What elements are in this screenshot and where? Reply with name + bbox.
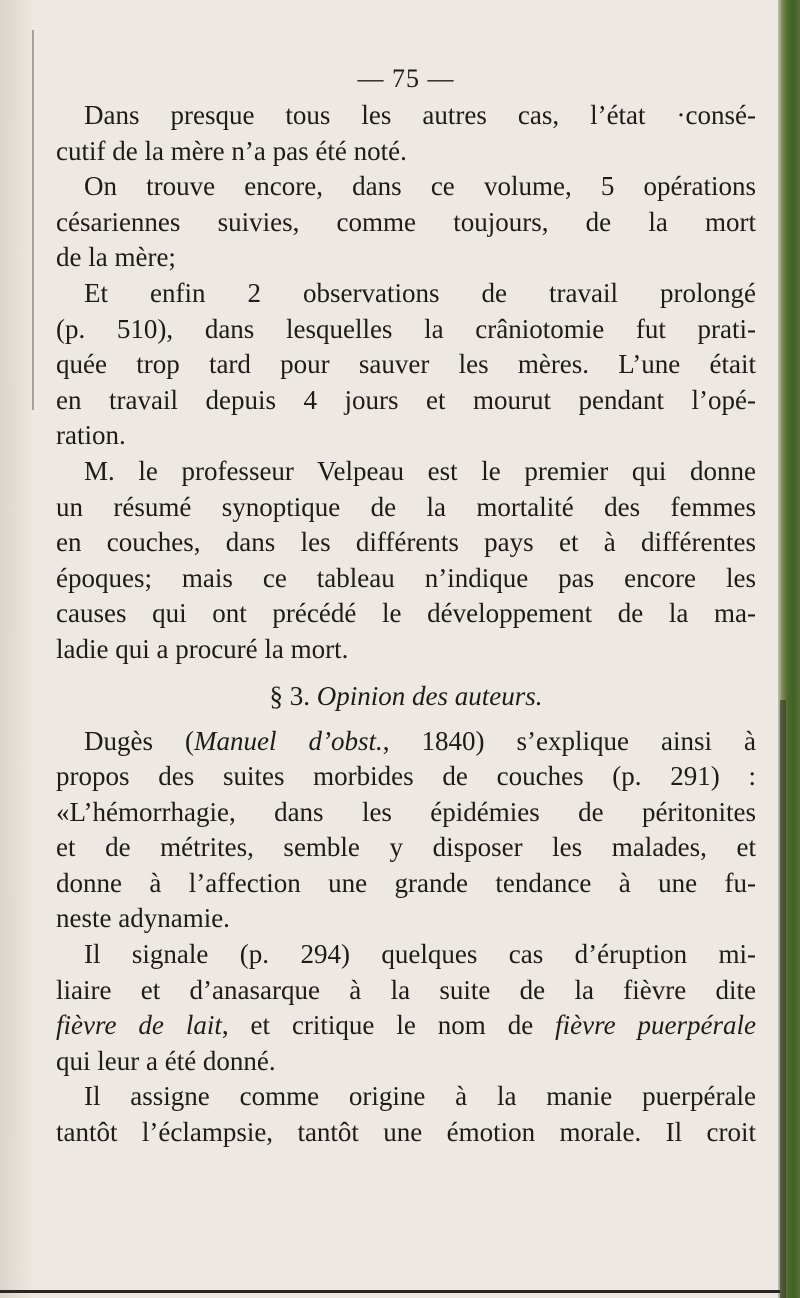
- text-line: [56, 795, 756, 831]
- text-line: [56, 276, 756, 312]
- text-line: [56, 830, 756, 866]
- text-line: [56, 901, 756, 937]
- text-segment: (p. 510), dans lesquelles la crâniotomie fut prati-: [56, 313, 756, 344]
- text-segment: Et enfin 2 observations de travail prolongé: [84, 277, 756, 308]
- italic-text: fièvre puerpérale: [555, 1010, 756, 1041]
- text-line: [56, 98, 756, 134]
- text-segment: et de métrites, semble y disposer les malades, et: [56, 832, 756, 863]
- text-line: [56, 937, 756, 973]
- text-line: [56, 724, 756, 760]
- text-line: [56, 169, 756, 205]
- text-line: [56, 596, 756, 632]
- text-line: [56, 383, 756, 419]
- text-segment: , 1840) s’explique ainsi à: [382, 725, 756, 756]
- page-fold-line: [32, 30, 34, 410]
- text-line: [56, 454, 756, 490]
- text-line: [56, 1044, 756, 1080]
- text-segment: un résumé synoptique de la mortalité des femmes: [56, 491, 756, 522]
- text-segment: cutif de la mère n’a pas été noté.: [56, 135, 407, 166]
- text-segment: Il assigne comme origine à la manie puerpérale: [84, 1081, 756, 1112]
- text-line: [56, 205, 756, 241]
- text-line: [56, 866, 756, 902]
- text-segment: Dans presque tous les autres cas, l’état ·consé-: [84, 100, 756, 130]
- text-segment: césariennes suivies, comme toujours, de la mort: [56, 206, 756, 237]
- text-segment: en travail depuis 4 jours et mourut pendant l’opé-: [56, 384, 756, 415]
- text-line: [56, 759, 756, 795]
- text-line: [56, 632, 756, 668]
- body-text-part-2: [56, 724, 756, 1151]
- page-text: [56, 62, 756, 1151]
- text-segment: en couches, dans les différents pays et à différentes: [56, 527, 756, 558]
- text-segment: époques; mais ce tableau n’indique pas encore les: [56, 562, 756, 593]
- text-line: [56, 525, 756, 561]
- text-line: [56, 490, 756, 526]
- text-segment: , et critique le nom de: [221, 1010, 556, 1041]
- page-bottom-edge: [0, 1290, 780, 1293]
- section-number: § 3.: [269, 680, 317, 711]
- binding-shadow: [780, 700, 786, 1298]
- text-segment: liaire et d’anasarque à la suite de la fièvre dite: [56, 974, 756, 1005]
- text-line: [56, 973, 756, 1009]
- text-segment: Il signale (p. 294) quelques cas d’éruption mi-: [84, 939, 756, 970]
- italic-text: fièvre de lait: [56, 1010, 222, 1041]
- text-line: [56, 561, 756, 597]
- section-heading: [56, 678, 756, 714]
- text-segment: «L’hémorrhagie, dans les épidémies de péritonites: [56, 796, 756, 827]
- page-number-header: — 75 —: [357, 64, 455, 93]
- text-segment: M. le professeur Velpeau est le premier qui donne: [84, 455, 756, 486]
- text-line: [56, 1079, 756, 1115]
- section-title: Opinion des auteurs.: [316, 680, 543, 711]
- text-line: [56, 134, 756, 170]
- text-segment: donne à l’affection une grande tendance à une fu-: [56, 867, 756, 898]
- text-segment: ladie qui a procuré la mort.: [56, 633, 349, 664]
- text-segment: neste adynamie.: [56, 903, 230, 934]
- text-segment: propos des suites morbides de couches (p. 291) :: [56, 761, 756, 792]
- text-segment: tantôt l’éclampsie, tantôt une émotion morale. Il croit: [56, 1117, 756, 1148]
- text-line: [56, 1008, 756, 1044]
- italic-text: Manuel d’obst.: [194, 725, 383, 756]
- text-segment: ration.: [56, 420, 126, 451]
- text-segment: Dugès (: [84, 725, 194, 756]
- text-line: [56, 347, 756, 383]
- text-line: [56, 312, 756, 348]
- text-segment: causes qui ont précédé le développement de la ma-: [56, 598, 756, 629]
- text-segment: quée trop tard pour sauver les mères. L’une était: [56, 349, 756, 380]
- page-left-edge: [0, 0, 34, 1298]
- body-text-part-1: [56, 98, 756, 668]
- text-line: [56, 1115, 756, 1151]
- text-line: [56, 240, 756, 276]
- text-segment: On trouve encore, dans ce volume, 5 opérations: [84, 171, 756, 202]
- text-segment: qui leur a été donné.: [56, 1045, 276, 1076]
- text-line: [56, 418, 756, 454]
- text-segment: de la mère;: [56, 242, 176, 273]
